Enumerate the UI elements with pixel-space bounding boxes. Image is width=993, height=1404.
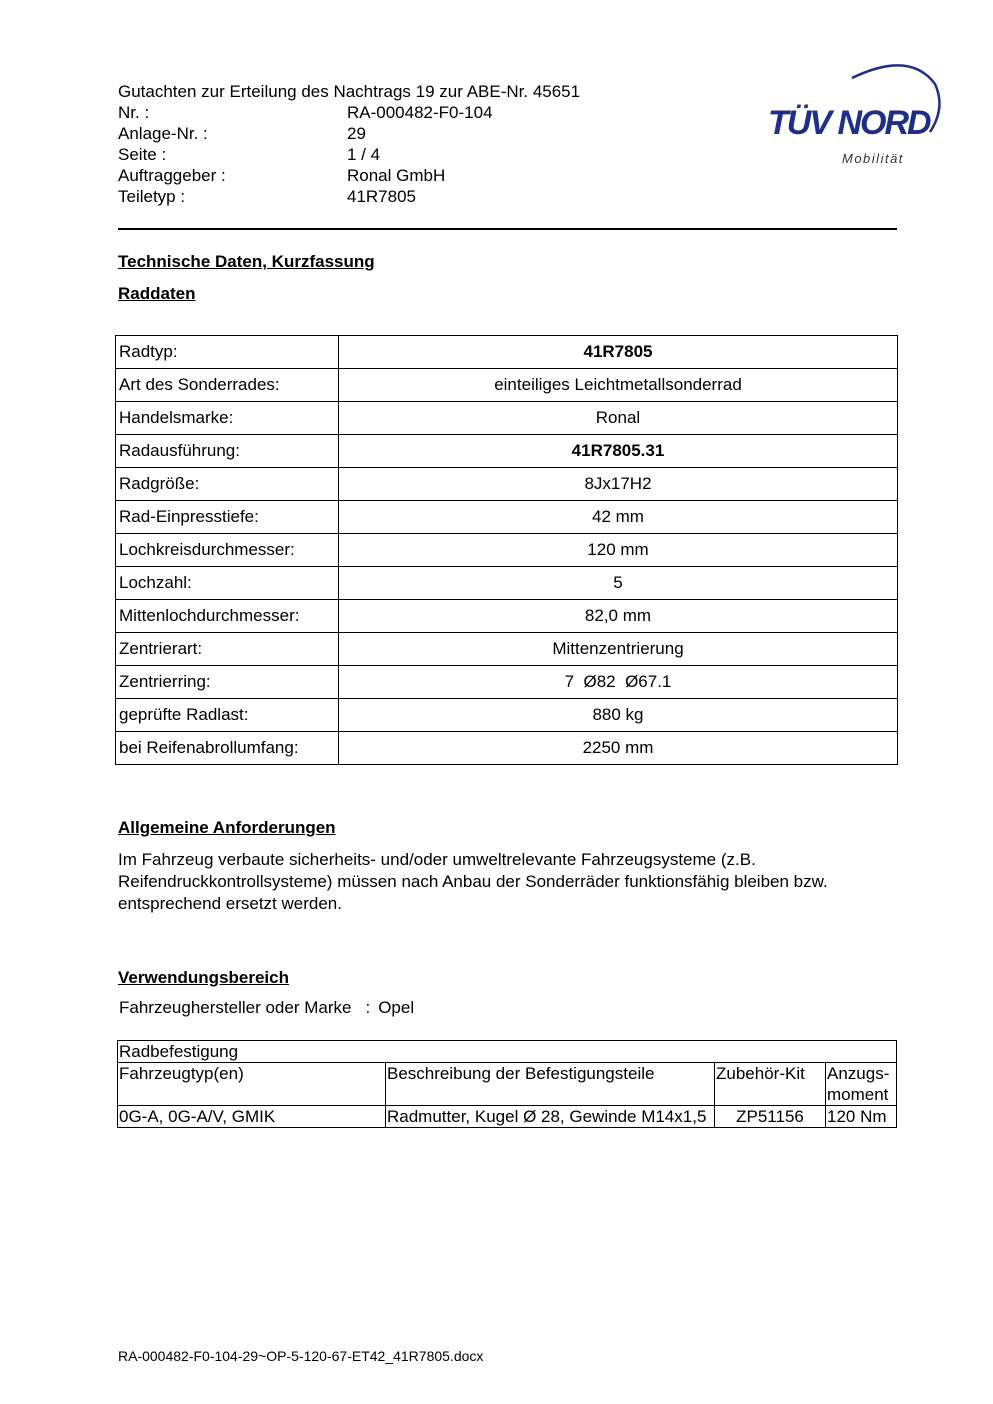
table-row [116,402,898,435]
column-header: Anzugs-moment [826,1063,897,1106]
document-header [118,81,580,207]
allgemeine-paragraph: Im Fahrzeug verbaute sicherheits- und/oder umweltrelevante Fahrzeugsysteme (z.B. Reifendruckkontrollsysteme) müssen nach Anbau der Sonderräder funktionsfähig bleiben bzw. entsprechend ersetzt werden. [118,850,828,913]
header-key: Auftraggeber : [118,166,226,185]
header-key: Seite : [118,145,167,164]
header-key: Teiletyp : [118,187,186,206]
table-row [116,468,898,501]
column-header: Zubehör-Kit [715,1063,826,1106]
row-value: 8Jx17H2 [339,468,898,501]
table-row [116,699,898,732]
row-label: Lochzahl: [116,567,339,600]
row-label: Mittenlochdurchmesser: [116,600,339,633]
table-row [116,369,898,402]
table-row [116,336,898,369]
column-header: Fahrzeugtyp(en) [118,1063,386,1106]
header-row-teiletyp [118,186,580,207]
marke-separator: : [365,998,371,1017]
row-label: Radausführung: [116,435,339,468]
logo-brand: TÜV NORD [768,104,930,142]
header-key: Anlage-Nr. : [118,124,208,143]
heading-allgemeine-anforderungen: Allgemeine Anforderungen [118,818,336,837]
table-cell: Radmutter, Kugel Ø 28, Gewinde M14x1,5 [386,1106,715,1128]
heading-verwendungsbereich: Verwendungsbereich [118,968,289,987]
column-header: Beschreibung der Befestigungsteile [386,1063,715,1106]
row-value: 41R7805 [339,336,898,369]
radbefestigung-table [117,1040,897,1128]
table-row [116,633,898,666]
footer-filename: RA-000482-F0-104-29~OP-5-120-67-ET42_41R7805.docx [118,1348,484,1364]
marke-label: Fahrzeughersteller oder Marke [119,998,352,1017]
row-label: Art des Sonderrades: [116,369,339,402]
row-value: 120 mm [339,534,898,567]
row-label: Rad-Einpresstiefe: [116,501,339,534]
marke-value: Opel [378,998,415,1017]
row-label: Radtyp: [116,336,339,369]
header-value: RA-000482-F0-104 [347,103,493,122]
header-key: Nr. : [118,103,150,122]
table-cell: 0G-A, 0G-A/V, GMIK [118,1106,386,1128]
header-value: 41R7805 [347,187,417,206]
row-label: Lochkreisdurchmesser: [116,534,339,567]
logo-subtitle: Mobilität [842,151,904,166]
header-row-nr [118,102,580,123]
table-row [116,501,898,534]
row-value: 7 Ø82 Ø67.1 [339,666,898,699]
row-label: Zentrierart: [116,633,339,666]
table-title: Radbefestigung [118,1041,897,1063]
header-row-auftraggeber [118,165,580,186]
header-divider [118,228,897,230]
row-value: 82,0 mm [339,600,898,633]
header-row-seite [118,144,580,165]
table-row [116,600,898,633]
table-row [116,666,898,699]
row-value: 5 [339,567,898,600]
raddaten-table [115,335,898,765]
table-cell: 120 Nm [826,1106,897,1128]
header-row-anlage [118,123,580,144]
tuv-nord-logo [760,56,945,176]
row-value: 41R7805.31 [339,435,898,468]
row-value: einteiliges Leichtmetallsonderrad [339,369,898,402]
row-value: Ronal [339,402,898,435]
table-row [116,435,898,468]
header-value: 1 / 4 [347,145,381,164]
row-label: bei Reifenabrollumfang: [116,732,339,765]
row-value: Mittenzentrierung [339,633,898,666]
table-row [118,1106,897,1128]
document-title: Gutachten zur Erteilung des Nachtrags 19 zur ABE-Nr. 45651 [118,82,581,101]
heading-raddaten: Raddaten [118,284,196,303]
row-label: Handelsmarke: [116,402,339,435]
heading-technische-daten: Technische Daten, Kurzfassung [118,252,375,271]
row-value: 2250 mm [339,732,898,765]
row-label: geprüfte Radlast: [116,699,339,732]
table-cell: ZP51156 [715,1106,826,1128]
marke-line [119,998,414,1018]
header-value: 29 [347,124,366,143]
row-label: Radgröße: [116,468,339,501]
table-row [116,732,898,765]
row-label: Zentrierring: [116,666,339,699]
table-header-row [118,1063,897,1106]
header-value: Ronal GmbH [347,166,446,185]
table-row [116,534,898,567]
table-row [116,567,898,600]
row-value: 42 mm [339,501,898,534]
row-value: 880 kg [339,699,898,732]
table-title-row [118,1041,897,1063]
